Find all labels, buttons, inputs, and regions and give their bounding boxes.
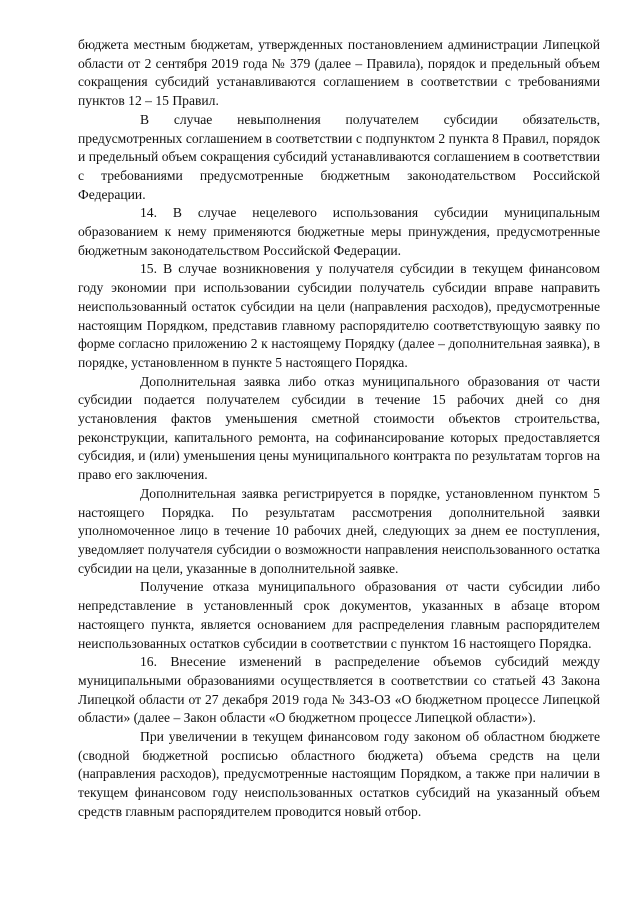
paragraph-item-15: 15. В случае возникновения у получателя субсидии в текущем финансовом году экономии при использовании субсидии получатель субсидии вправе направить неиспользованный остаток субсидии на цели (направления расходов), предусмотренные настоящим Порядком, представив главному распорядителю соответствующую заявку по форме согласно приложению 2 к настоящему Порядку (далее – дополнительная заявка), в порядке, установленном в пункте 5 настоящего Порядка.	[78, 261, 600, 370]
paragraph-item-16: 16. Внесение изменений в распределение объемов субсидий между муниципальными образованиями осуществляется в соответствии со статьей 43 Закона Липецкой области от 27 декабря 2019 года № 343-ОЗ «О бюджетном процессе Липецкой области» (далее – Закон области «О бюджетном процессе Липецкой области»).	[78, 654, 600, 726]
paragraph-rules-reference: бюджета местным бюджетам, утвержденных постановлением администрации Липецкой области от 2 сентября 2019 года № 379 (далее – Правила), порядок и предельный объем сокращения субсидий устанавливаются соглашением в соответствии с требованиями пунктов 12 – 15 Правил.	[78, 37, 600, 109]
paragraph-additional-request-submission: Дополнительная заявка либо отказ муниципального образования от части субсидии подается получателем субсидии в течение 15 рабочих дней со дня установления фактов уменьшения сметной стоимости объектов строительства, реконструкции, капитального ремонта, на софинансирование которых предоставляется субсидия, и (или) уменьшения цены муниципального контракта по результатам торгов на право его заключения.	[78, 373, 600, 483]
document-page	[78, 36, 600, 822]
paragraph-item-14: 14. В случае нецелевого использования субсидии муниципальным образованием к нему применяются бюджетные меры принуждения, предусмотренные бюджетным законодательством Российской Федерации.	[78, 205, 600, 258]
paragraph-refusal-consequences: Получение отказа муниципального образования от части субсидии либо непредставление в установленный срок документов, указанных в абзаце втором настоящего пункта, является основанием для распределения главным распорядителем неиспользованных остатков субсидии в соответствии с пунктом 16 настоящего Порядка.	[78, 579, 600, 651]
paragraph-new-selection: При увеличении в текущем финансовом году законом об областном бюджете (сводной бюджетной росписью областного бюджета) объема средств на цели (направления расходов), предусмотренные настоящим Порядком, а также при наличии в текущем финансовом году неиспользованных остатков субсидий на указанный объем средств главным распорядителем проводится новый отбор.	[78, 729, 600, 819]
paragraph-obligations-failure: В случае невыполнения получателем субсидии обязательств, предусмотренных соглашением в соответствии с подпунктом 2 пункта 8 Правил, порядок и предельный объем сокращения субсидий устанавливаются соглашением в соответствии с требованиями предусмотренные бюджетным законодательством Российской Федерации.	[78, 111, 600, 202]
paragraph-additional-request-registration: Дополнительная заявка регистрируется в порядке, установленном пунктом 5 настоящего Порядка. По результатам рассмотрения дополнительной заявки уполномоченное лицо в течение 10 рабочих дней, следующих за днем ее поступления, уведомляет получателя субсидии о возможности направления неиспользованного остатка субсидии на цели, указанные в дополнительной заявке.	[78, 485, 600, 576]
